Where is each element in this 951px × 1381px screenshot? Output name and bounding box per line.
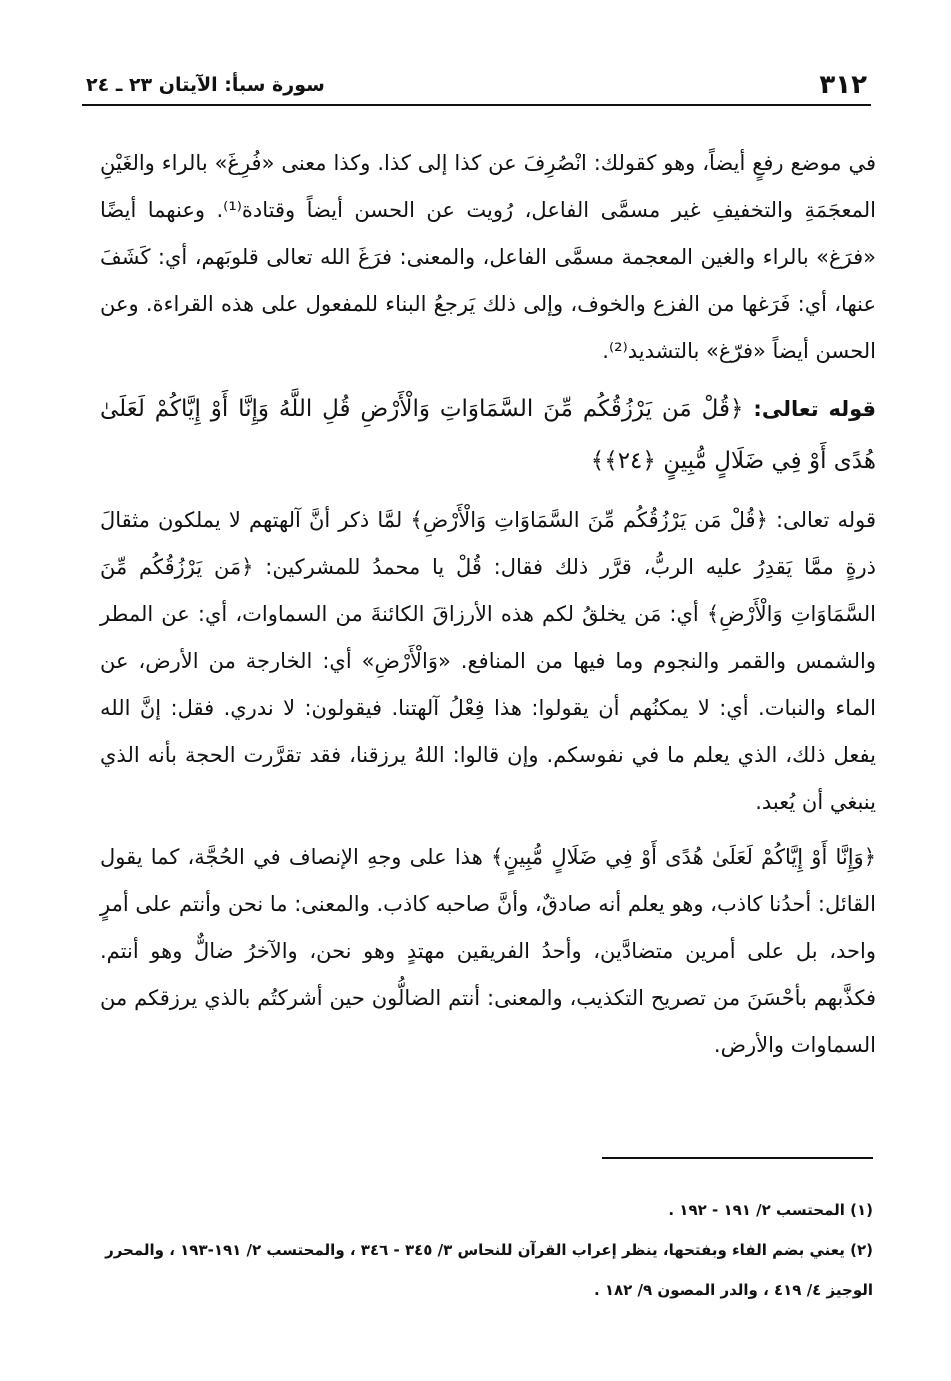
- footnotes: [100, 1190, 873, 1310]
- page-header: [82, 68, 871, 106]
- commentary-paragraph: ﴿وَإِنَّا أَوْ إِيَّاكُمْ لَعَلَىٰ هُدًى أَوْ فِي ضَلَالٍ مُّبِينٍ﴾ هذا على وجهِ الإنصاف في الحُجَّة، كما يقول القائل: أحدُنا كاذب، وهو يعلم أنه صادقٌ، وأنَّ صاحبه كاذب. والمعنى: ما نحن وأنتم على أمرٍ واحد، بل على أمرين متضادَّين، وأحدُ الفريقين مهتدٍ وهو نحن، والآخرُ ضالٌّ وهو أنتم. فكذَّبهم بأحْسَنَ من تصريح التكذيب، والمعنى: أنتم الضالُّون حين أشركتُم بالذي يرزقكم من السماوات والأرض.: [100, 845, 876, 1057]
- verse-text: ﴿قُلْ مَن يَرْزُقُكُم مِّنَ السَّمَاوَاتِ وَالْأَرْضِ قُلِ اللَّهُ وَإِنَّا أَوْ إِيَّاكُمْ لَعَلَىٰ هُدًى أَوْ فِي ضَلَالٍ مُّبِينٍ ﴿٢٤﴾﴾: [100, 396, 876, 474]
- verse-label: قوله تعالى:: [753, 397, 877, 421]
- commentary-paragraph: قوله تعالى: ﴿قُلْ مَن يَرْزُقُكُم مِّنَ السَّمَاوَاتِ وَالْأَرْضِ﴾ لمَّا ذكر أنَّ آلهتهم لا يملكون مثقالَ ذرةٍ ممَّا يَقدِرُ عليه الربُّ، قرَّر ذلك فقال: قُلْ يا محمدُ للمشركين: ﴿مَن يَرْزُقُكُم مِّنَ السَّمَاوَاتِ وَالْأَرْضِ﴾ أي: مَن يخلقُ لكم هذه الأرزاقَ الكائنةَ من السماوات، أي: عن المطر والشمس والقمر والنجوم وما فيها من المنافع. «وَالْأَرْضِ» أي: الخارجة من الأرض، عن الماء والنبات. أي: لا يمكنُهم أن يقولوا: هذا فِعْلُ آلهتنا. فيقولون: لا ندري. فقل: إنَّ الله يفعل ذلك، الذي يعلم ما في نفوسكم. وإن قالوا: اللهُ يرزقنا، فقد تقرَّرت الحجة بأنه الذي ينبغي أن يُعبد.: [100, 508, 876, 814]
- paragraph: في موضع رفعٍ أيضاً، وهو كقولك: انْصُرِفَ عن كذا إلى كذا. وكذا معنى «فُرِغَ» بالراء والغَيْنِ المعجَمَةِ والتخفيفِ غير مسمَّى الفاعل، رُويت عن الحسن أيضاً وقتادة⁽¹⁾. وعنهما أيضًا «فرَغ» بالراء والغين المعجمة مسمَّى الفاعل، والمعنى: فرَغَ الله تعالى قلوبَهم، أي: كَشَفَ عنها، أي: فَرَغها من الفزع والخوف، وإلى ذلك يَرجعُ البناء للمفعول على هذه القراءة. وعن الحسن أيضاً «فرّغ» بالتشديد⁽²⁾.: [100, 151, 876, 363]
- footnote-2: (٢) يعني بضم الفاء وبفتحها، ينظر إعراب القرآن للنحاس ٣/ ٣٤٥ - ٣٤٦ ، والمحتسب ٢/ ١٩١-١٩٣ ، والمحرر الوجيز ٤/ ٤١٩ ، والدر المصون ٩/ ١٨٢ .: [105, 1241, 873, 1299]
- running-title: سورة سبأ: الآيتان ٢٣ ـ ٢٤: [86, 74, 325, 96]
- verse-block: [100, 383, 876, 487]
- footnote-separator: [602, 1157, 873, 1159]
- footnote-1: (١) المحتسب ٢/ ١٩١ - ١٩٢ .: [668, 1201, 873, 1219]
- main-text: [100, 140, 876, 1077]
- page-number: ٣١٢: [819, 70, 867, 100]
